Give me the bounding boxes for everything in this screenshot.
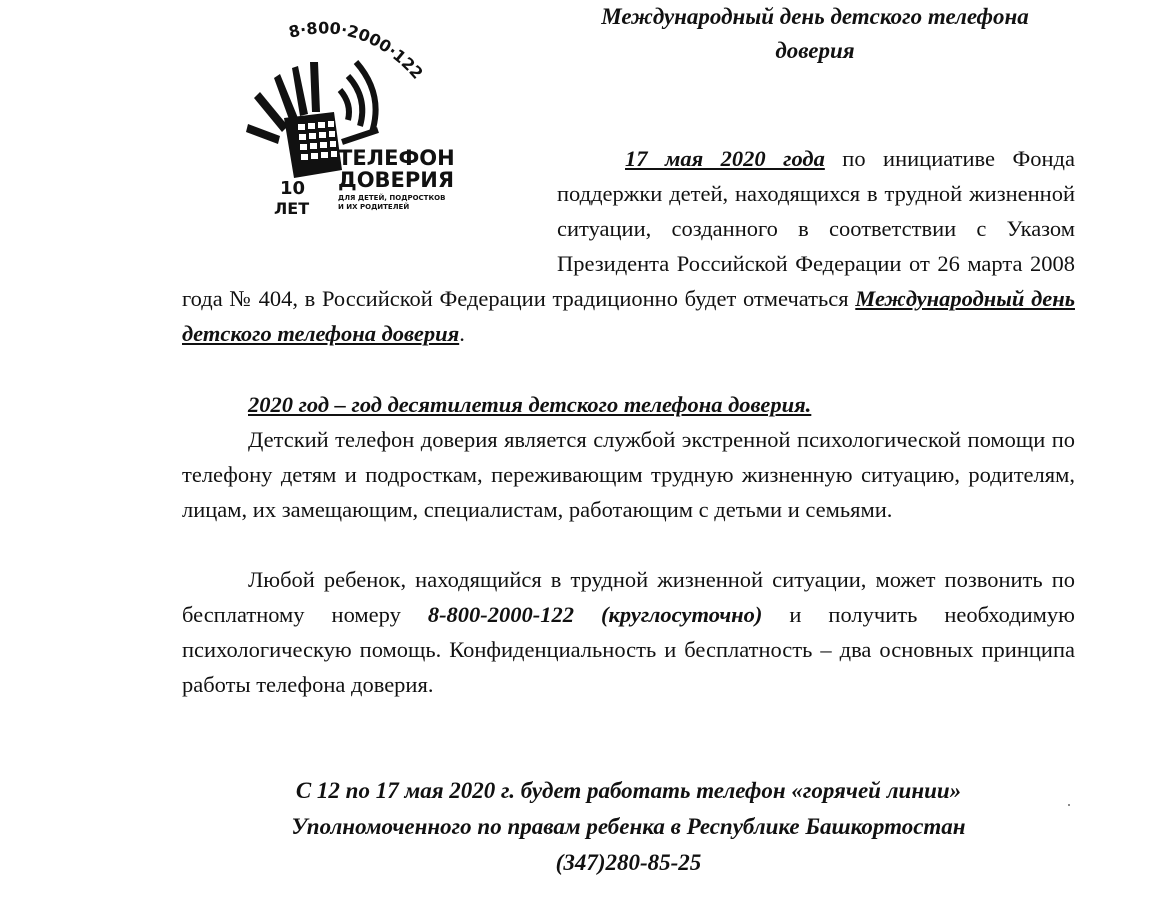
logo-tagline-1: ДЛЯ ДЕТЕЙ, ПОДРОСТКОВ: [338, 194, 446, 202]
hotline-line-1: С 12 по 17 мая 2020 г. будет работать телефон «горячей линии»: [295, 778, 962, 803]
paragraph-call-info: [182, 562, 1075, 702]
logo-brand-line-1: ТЕЛЕФОН: [338, 146, 455, 170]
title-line-2: доверия: [775, 38, 855, 63]
paragraph-intro: [182, 141, 1075, 351]
logo-years-number: 10: [280, 178, 306, 199]
call-info-text-2: и получить необходимую психологическую помощь. Конфиденциальность и бесплатность – два основных принципа работы телефона доверия.: [182, 602, 1075, 697]
logo-years-word: ЛЕТ: [274, 199, 310, 218]
anniversary-text: 2020 год – год десятилетия детского телефона доверия.: [248, 392, 812, 417]
logo-brand-line-2: ДОВЕРИЯ: [338, 168, 455, 192]
page-title: [540, 0, 1090, 68]
hotline-phone: (347)280-85-25: [555, 850, 702, 875]
intro-end: .: [459, 321, 465, 346]
logo-phone-number: 8·800·2000·122: [286, 20, 427, 83]
scan-speck: [1068, 804, 1070, 806]
logo-tagline-2: И ИХ РОДИТЕЛЕЙ: [338, 203, 410, 211]
signal-waves-icon: [340, 62, 378, 142]
hotline-line-2: Уполномоченного по правам ребенка в Республике Башкортостан: [291, 814, 966, 839]
paragraph-service-description: Детский телефон доверия является службой экстренной психологической помощи по телефону детям и подросткам, переживающим трудную жизненную ситуацию, родителям, лицам, их замещающим, специалистам, работающим с детьми и семьями.: [182, 427, 1075, 522]
helpline-phone: 8-800-2000-122 (круглосуточно): [427, 602, 763, 627]
event-date: 17 мая 2020 года: [625, 146, 825, 171]
intro-text: по инициативе Фонда поддержки детей, находящихся в трудной жизненной ситуации, созданного в соответствии с Указом Президента Российской Федерации от 26 марта 2008 года № 404, в Российской Федерации традиционно будет отмечаться: [182, 146, 1075, 311]
call-info-text-1: Любой ребенок, находящийся в трудной жизненной ситуации, может позвонить по бесплатному номеру: [182, 567, 1075, 627]
title-line-1: Международный день детского телефона: [601, 4, 1029, 29]
hotline-notice: [182, 773, 1075, 881]
event-name: Международный день детского телефона доверия: [182, 286, 1075, 346]
paragraph-anniversary: [182, 387, 1075, 422]
